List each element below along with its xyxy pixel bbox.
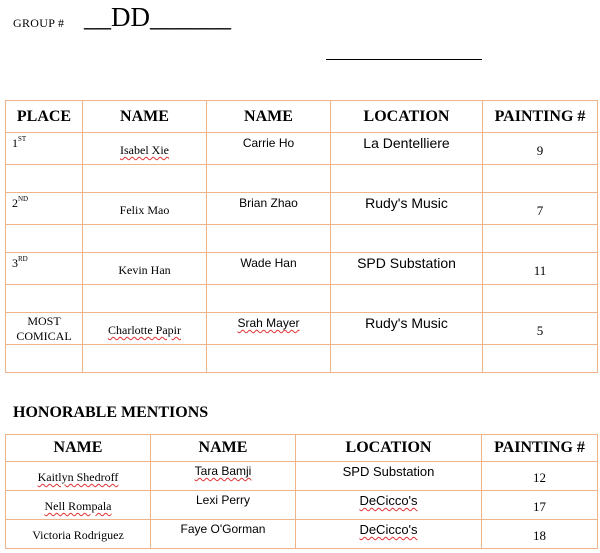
table-row xyxy=(6,133,598,165)
location-cell: Rudy's Music xyxy=(365,315,448,331)
painting-cell: 12 xyxy=(533,470,546,485)
table-row-empty xyxy=(6,225,598,253)
name-cell: Nell Rompala xyxy=(44,499,112,513)
group-label: GROUP # xyxy=(13,16,65,30)
name-cell: Tara Bamji xyxy=(194,464,252,478)
group-value: __DD______ xyxy=(84,2,231,32)
column-header-name: NAME xyxy=(83,101,207,133)
location-cell: SPD Substation xyxy=(342,464,435,479)
column-header-name: NAME xyxy=(207,101,331,133)
table-row xyxy=(6,253,598,285)
name-cell: Faye O'Gorman xyxy=(180,522,266,536)
results-table xyxy=(5,100,598,373)
name-cell: Kevin Han xyxy=(118,263,171,277)
location-cell: SPD Substation xyxy=(357,255,456,271)
location-cell: DeCicco's xyxy=(359,522,418,537)
name-cell: Wade Han xyxy=(240,256,297,270)
column-header-location: LOCATION xyxy=(296,435,482,462)
painting-cell: 18 xyxy=(533,528,546,543)
column-header-name: NAME xyxy=(6,435,151,462)
honorable-mentions-table xyxy=(5,434,598,549)
table-row xyxy=(6,491,598,520)
column-header-painting: PAINTING # xyxy=(482,435,598,462)
column-header-painting: PAINTING # xyxy=(483,101,598,133)
name-cell: Kaitlyn Shedroff xyxy=(37,470,119,484)
table-header-row xyxy=(6,435,598,462)
place-cell: MOST COMICAL xyxy=(16,314,72,343)
table-row xyxy=(6,462,598,491)
name-cell: Srah Mayer xyxy=(237,316,300,330)
place-cell: 2ND xyxy=(12,195,29,210)
painting-cell: 17 xyxy=(533,499,546,514)
location-cell: Rudy's Music xyxy=(365,195,448,211)
name-cell: Carrie Ho xyxy=(242,136,295,150)
painting-cell: 7 xyxy=(536,203,544,218)
signature-line xyxy=(326,59,482,60)
name-cell: Victoria Rodriguez xyxy=(32,528,124,542)
location-cell: DeCicco's xyxy=(359,493,418,508)
table-header-row xyxy=(6,101,598,133)
location-cell: La Dentelliere xyxy=(363,135,450,151)
column-header-location: LOCATION xyxy=(331,101,483,133)
column-header-name: NAME xyxy=(151,435,296,462)
name-cell: Isabel Xie xyxy=(120,143,169,157)
column-header-place: PLACE xyxy=(6,101,83,133)
name-cell: Brian Zhao xyxy=(239,196,298,210)
table-row xyxy=(6,193,598,225)
painting-cell: 5 xyxy=(536,323,544,338)
painting-cell: 11 xyxy=(533,263,547,278)
honorable-mentions-title: HONORABLE MENTIONS xyxy=(13,404,209,421)
table-row-empty xyxy=(6,285,598,313)
name-cell: Felix Mao xyxy=(119,203,170,217)
table-row xyxy=(6,313,598,345)
table-row xyxy=(6,520,598,549)
name-cell: Charlotte Papir xyxy=(108,323,181,337)
name-cell: Lexi Perry xyxy=(195,493,251,507)
table-row-empty xyxy=(6,165,598,193)
painting-cell: 9 xyxy=(536,143,544,158)
place-cell: 1ST xyxy=(12,135,27,150)
table-row-empty xyxy=(6,345,598,373)
place-cell: 3RD xyxy=(12,255,28,270)
